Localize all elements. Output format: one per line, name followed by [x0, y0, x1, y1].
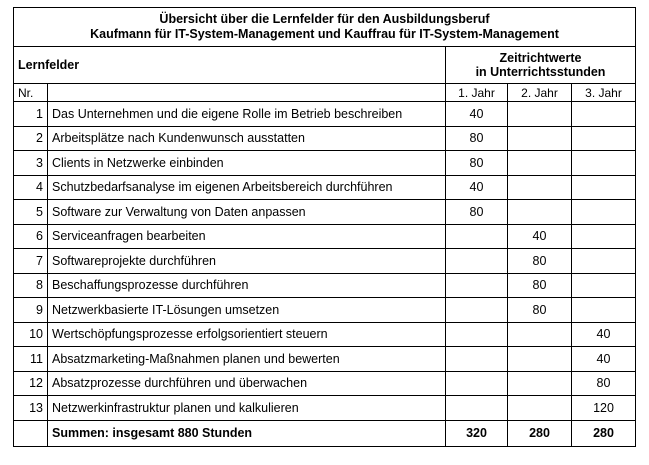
hours-year-1: [446, 396, 508, 421]
row-number: 9: [14, 298, 48, 323]
hours-year-2: 40: [508, 224, 572, 249]
header-row: [14, 47, 636, 84]
summary-label: Summen: insgesamt 880 Stunden: [48, 420, 446, 446]
hours-year-3: [572, 224, 636, 249]
zeitrichtwerte-line-1: Zeitrichtwerte: [499, 51, 582, 65]
hours-year-2: 80: [508, 298, 572, 323]
hours-year-2: [508, 347, 572, 372]
row-number: 7: [14, 249, 48, 274]
table-row: [14, 273, 636, 298]
row-number: 11: [14, 347, 48, 372]
hours-year-1: [446, 224, 508, 249]
year-1-header: 1. Jahr: [446, 84, 508, 102]
row-number: 8: [14, 273, 48, 298]
nr-header: Nr.: [14, 84, 48, 102]
hours-year-1: 40: [446, 175, 508, 200]
hours-year-3: [572, 126, 636, 151]
lernfeld-name: Clients in Netzwerke einbinden: [48, 151, 446, 176]
row-number: 3: [14, 151, 48, 176]
hours-year-2: [508, 102, 572, 127]
hours-year-3: [572, 249, 636, 274]
row-number: 4: [14, 175, 48, 200]
table-row: [14, 102, 636, 127]
row-number: 12: [14, 371, 48, 396]
lernfeld-name: Schutzbedarfsanalyse im eigenen Arbeitsbereich durchführen: [48, 175, 446, 200]
hours-year-3: [572, 175, 636, 200]
table-row: [14, 347, 636, 372]
table-row: [14, 200, 636, 225]
table-row: [14, 224, 636, 249]
hours-year-3: 120: [572, 396, 636, 421]
hours-year-2: [508, 371, 572, 396]
hours-year-3: [572, 200, 636, 225]
hours-year-1: [446, 298, 508, 323]
hours-year-3: [572, 298, 636, 323]
hours-year-1: 80: [446, 126, 508, 151]
table-row: [14, 175, 636, 200]
title-line-2: Kaufmann für IT-System-Management und Kauffrau für IT-System-Management: [90, 27, 559, 41]
row-number: 1: [14, 102, 48, 127]
hours-year-1: [446, 347, 508, 372]
lernfeld-name: Software zur Verwaltung von Daten anpassen: [48, 200, 446, 225]
subheader-row: [14, 84, 636, 102]
hours-year-2: [508, 396, 572, 421]
lernfelder-header: Lernfelder: [14, 47, 446, 84]
table-row: [14, 322, 636, 347]
lernfeld-name: Arbeitsplätze nach Kundenwunsch ausstatten: [48, 126, 446, 151]
hours-year-3: 80: [572, 371, 636, 396]
hours-year-3: [572, 102, 636, 127]
hours-year-2: [508, 175, 572, 200]
lernfeld-name: Serviceanfragen bearbeiten: [48, 224, 446, 249]
row-number: 2: [14, 126, 48, 151]
hours-year-3: [572, 273, 636, 298]
table-row: [14, 371, 636, 396]
hours-year-1: [446, 322, 508, 347]
hours-year-1: [446, 249, 508, 274]
row-number: 6: [14, 224, 48, 249]
table-row: [14, 298, 636, 323]
summary-year-2: 280: [508, 420, 572, 446]
hours-year-2: [508, 151, 572, 176]
lernfeld-rows: [14, 102, 636, 421]
title-line-1: Übersicht über die Lernfelder für den Ausbildungsberuf: [159, 12, 490, 26]
lernfeld-name: Softwareprojekte durchführen: [48, 249, 446, 274]
lernfeld-name: Beschaffungsprozesse durchführen: [48, 273, 446, 298]
zeitrichtwerte-line-2: in Unterrichtsstunden: [475, 65, 606, 79]
lernfeld-name: Absatzprozesse durchführen und überwachen: [48, 371, 446, 396]
hours-year-2: 80: [508, 273, 572, 298]
hours-year-3: 40: [572, 322, 636, 347]
lernfeld-name: Wertschöpfungsprozesse erfolgsorientiert steuern: [48, 322, 446, 347]
lernfeld-name: Netzwerkbasierte IT-Lösungen umsetzen: [48, 298, 446, 323]
hours-year-2: [508, 322, 572, 347]
hours-year-2: 80: [508, 249, 572, 274]
lernfeld-name: Absatzmarketing-Maßnahmen planen und bewerten: [48, 347, 446, 372]
summary-year-3: 280: [572, 420, 636, 446]
row-number: 13: [14, 396, 48, 421]
summary-year-1: 320: [446, 420, 508, 446]
table-row: [14, 126, 636, 151]
year-3-header: 3. Jahr: [572, 84, 636, 102]
hours-year-1: 80: [446, 151, 508, 176]
lernfeld-name: Das Unternehmen und die eigene Rolle im Betrieb beschreiben: [48, 102, 446, 127]
table-title: [14, 8, 636, 47]
hours-year-2: [508, 126, 572, 151]
summary-row: [14, 420, 636, 446]
table-row: [14, 396, 636, 421]
table-title-row: [14, 8, 636, 47]
table-row: [14, 249, 636, 274]
hours-year-2: [508, 200, 572, 225]
row-number: 10: [14, 322, 48, 347]
row-number: 5: [14, 200, 48, 225]
hours-year-3: [572, 151, 636, 176]
hours-year-3: 40: [572, 347, 636, 372]
lernfelder-table: [13, 7, 636, 447]
year-2-header: 2. Jahr: [508, 84, 572, 102]
summary-nr-blank: [14, 420, 48, 446]
hours-year-1: 80: [446, 200, 508, 225]
lernfeld-name: Netzwerkinfrastruktur planen und kalkulieren: [48, 396, 446, 421]
name-header-blank: [48, 84, 446, 102]
hours-year-1: [446, 371, 508, 396]
zeitrichtwerte-header: [446, 47, 636, 84]
hours-year-1: [446, 273, 508, 298]
hours-year-1: 40: [446, 102, 508, 127]
table-row: [14, 151, 636, 176]
